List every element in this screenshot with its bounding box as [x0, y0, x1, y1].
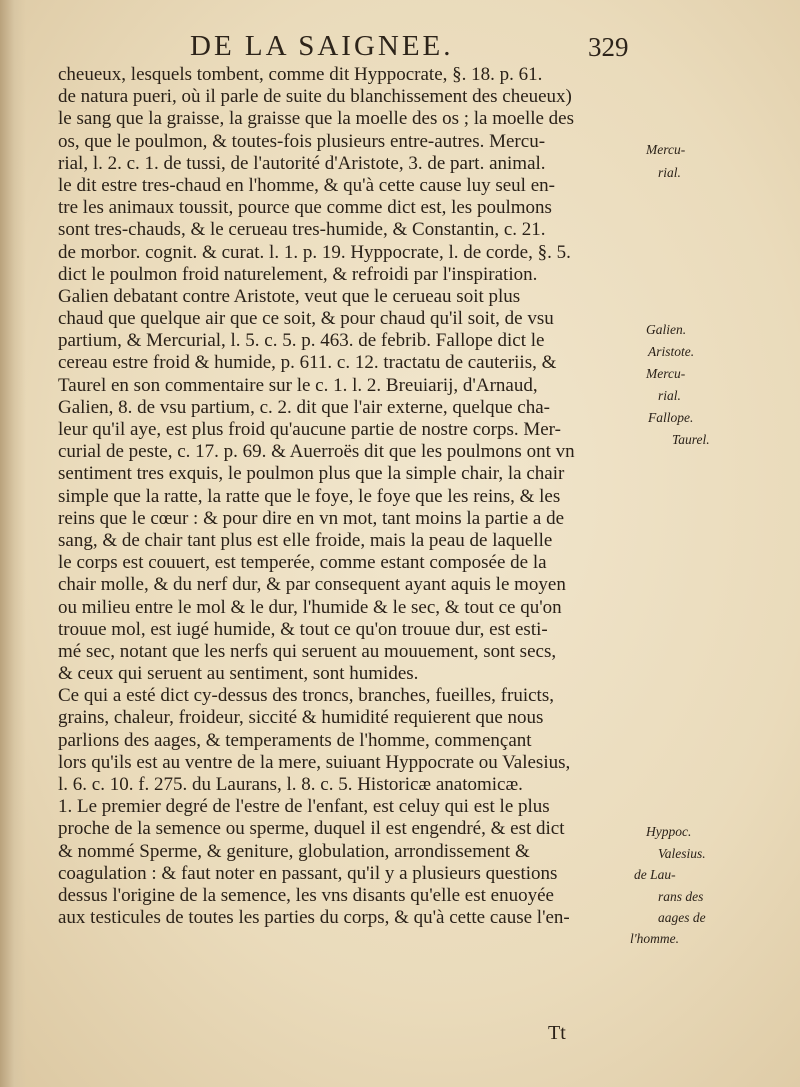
page-number: 329 — [588, 32, 629, 62]
margin-note: l'homme. — [630, 931, 680, 946]
text-line: Galien, 8. de vsu partium, c. 2. dit que l'air externe, quelque cha- — [58, 396, 550, 418]
margin-note: Aristote. — [648, 344, 695, 359]
running-head: DE LA SAIGNEE. — [190, 30, 454, 62]
text-line: de natura pueri, où il parle de suite du blanchissement des cheueux) — [58, 86, 572, 108]
text-line: mé sec, notant que les nerfs qui seruent au mouuement, sont secs, — [58, 640, 557, 662]
text-line: le sang que la graisse, la graisse que la moelle des os ; la moelle des — [58, 108, 575, 130]
text-line: partium, & Mercurial, l. 5. c. 5. p. 463. de febrib. Fallope dict le — [58, 330, 545, 352]
margin-note: Hyppoc. — [646, 824, 692, 839]
margin-note: rial. — [658, 165, 681, 180]
text-line: & nommé Sperme, & geniture, globulation, arrondissement & — [58, 840, 530, 862]
text-line: os, que le poulmon, & toutes-fois plusieurs entre-autres. Mercu- — [58, 130, 546, 152]
text-line: sont tres-chauds, & le cerueau tres-humide, & Constantin, c. 21. — [58, 219, 546, 241]
text-line: sang, & de chair tant plus est elle froide, mais la peau de laquelle — [58, 529, 553, 551]
margin-note: Fallope. — [648, 410, 694, 425]
text-line: & ceux qui seruent au sentiment, sont humides. — [58, 663, 419, 685]
text-line: aux testicules de toutes les parties du corps, & qu'à cette cause l'en- — [58, 907, 570, 929]
margin-note: Mercu- — [646, 142, 686, 157]
text-line: de morbor. cognit. & curat. l. 1. p. 19. Hyppocrate, l. de corde, §. 5. — [58, 241, 571, 263]
text-line: trouue mol, est iugé humide, & tout ce qu'on trouue dur, est esti- — [58, 618, 548, 640]
text-line: Ce qui a esté dict cy-dessus des troncs, branches, fueilles, fruicts, — [58, 685, 554, 707]
text-line: ou milieu entre le mol & le dur, l'humide & le sec, & tout ce qu'on — [58, 596, 562, 618]
text-line: lors qu'ils est au ventre de la mere, suiuant Hyppocrate ou Valesius, — [58, 751, 571, 773]
margin-note: Galien. — [646, 322, 687, 337]
text-line: chaud que quelque air que ce soit, & pour chaud qu'il soit, de vsu — [58, 308, 554, 330]
text-line: chair molle, & du nerf dur, & par consequent ayant aquis le moyen — [58, 574, 566, 596]
text-line: Galien debatant contre Aristote, veut que le cerueau soit plus — [58, 285, 521, 307]
text-line: rial, l. 2. c. 1. de tussi, de l'autorité d'Aristote, 3. de part. animal. — [58, 152, 546, 174]
margin-note: de Lau- — [634, 867, 676, 882]
text-line: dict le poulmon froid naturelement, & refroidi par l'inspiration. — [58, 263, 538, 285]
text-line: le dit estre tres-chaud en l'homme, & qu'à cette cause luy seul en- — [58, 174, 555, 196]
catchword: Tt — [548, 1022, 566, 1044]
text-line: grains, chaleur, froideur, siccité & humidité requierent que nous — [58, 707, 544, 729]
text-line: leur qu'il aye, est plus froid qu'aucune partie de nostre corps. Mer- — [58, 419, 561, 440]
text-line: l. 6. c. 10. f. 275. du Laurans, l. 8. c. 5. Historicæ anatomicæ. — [58, 774, 523, 795]
text-line: sentiment tres exquis, le poulmon plus que la simple chair, la chair — [58, 463, 565, 485]
text-line: cheueux, lesquels tombent, comme dit Hyppocrate, §. 18. p. 61. — [58, 64, 543, 85]
text-line: 1. Le premier degré de l'estre de l'enfant, est celuy qui est le plus — [58, 796, 550, 818]
text-line: coagulation : & faut noter en passant, qu'il y a plusieurs questions — [58, 862, 558, 884]
page-spine-shadow — [0, 0, 26, 1087]
text-line: cereau estre froid & humide, p. 611. c. 12. tractatu de cauteriis, & — [58, 352, 557, 374]
main-text-block — [58, 64, 642, 929]
margin-note: Valesius. — [658, 846, 706, 861]
text-line: simple que la ratte, la ratte que le foye, le foye que les reins, & les — [58, 485, 561, 507]
margin-note: rial. — [658, 388, 681, 403]
text-line: proche de la semence ou sperme, duquel il est engendré, & est dict — [58, 818, 565, 840]
margin-note: Mercu- — [646, 366, 686, 381]
margin-note: Taurel. — [672, 432, 710, 447]
text-line: dessus l'origine de la semence, les vns disants qu'elle est enuoyée — [58, 884, 554, 906]
margin-note: rans des — [658, 889, 704, 904]
margin-note: aages de — [658, 910, 706, 925]
text-line: parlions des aages, & temperaments de l'homme, commençant — [58, 729, 532, 751]
text-line: curial de peste, c. 17. p. 69. & Auerroës dit que les poulmons ont vn — [58, 441, 575, 463]
text-line: Taurel en son commentaire sur le c. 1. l. 2. Breuiarij, d'Arnaud, — [58, 374, 538, 396]
text-line: reins que le cœur : & pour dire en vn mot, tant moins la partie a de — [58, 507, 564, 529]
text-line: tre les animaux toussit, pource que comme dict est, les poulmons — [58, 197, 552, 219]
text-line: le corps est couuert, est temperée, comme estant composée de la — [58, 552, 547, 574]
